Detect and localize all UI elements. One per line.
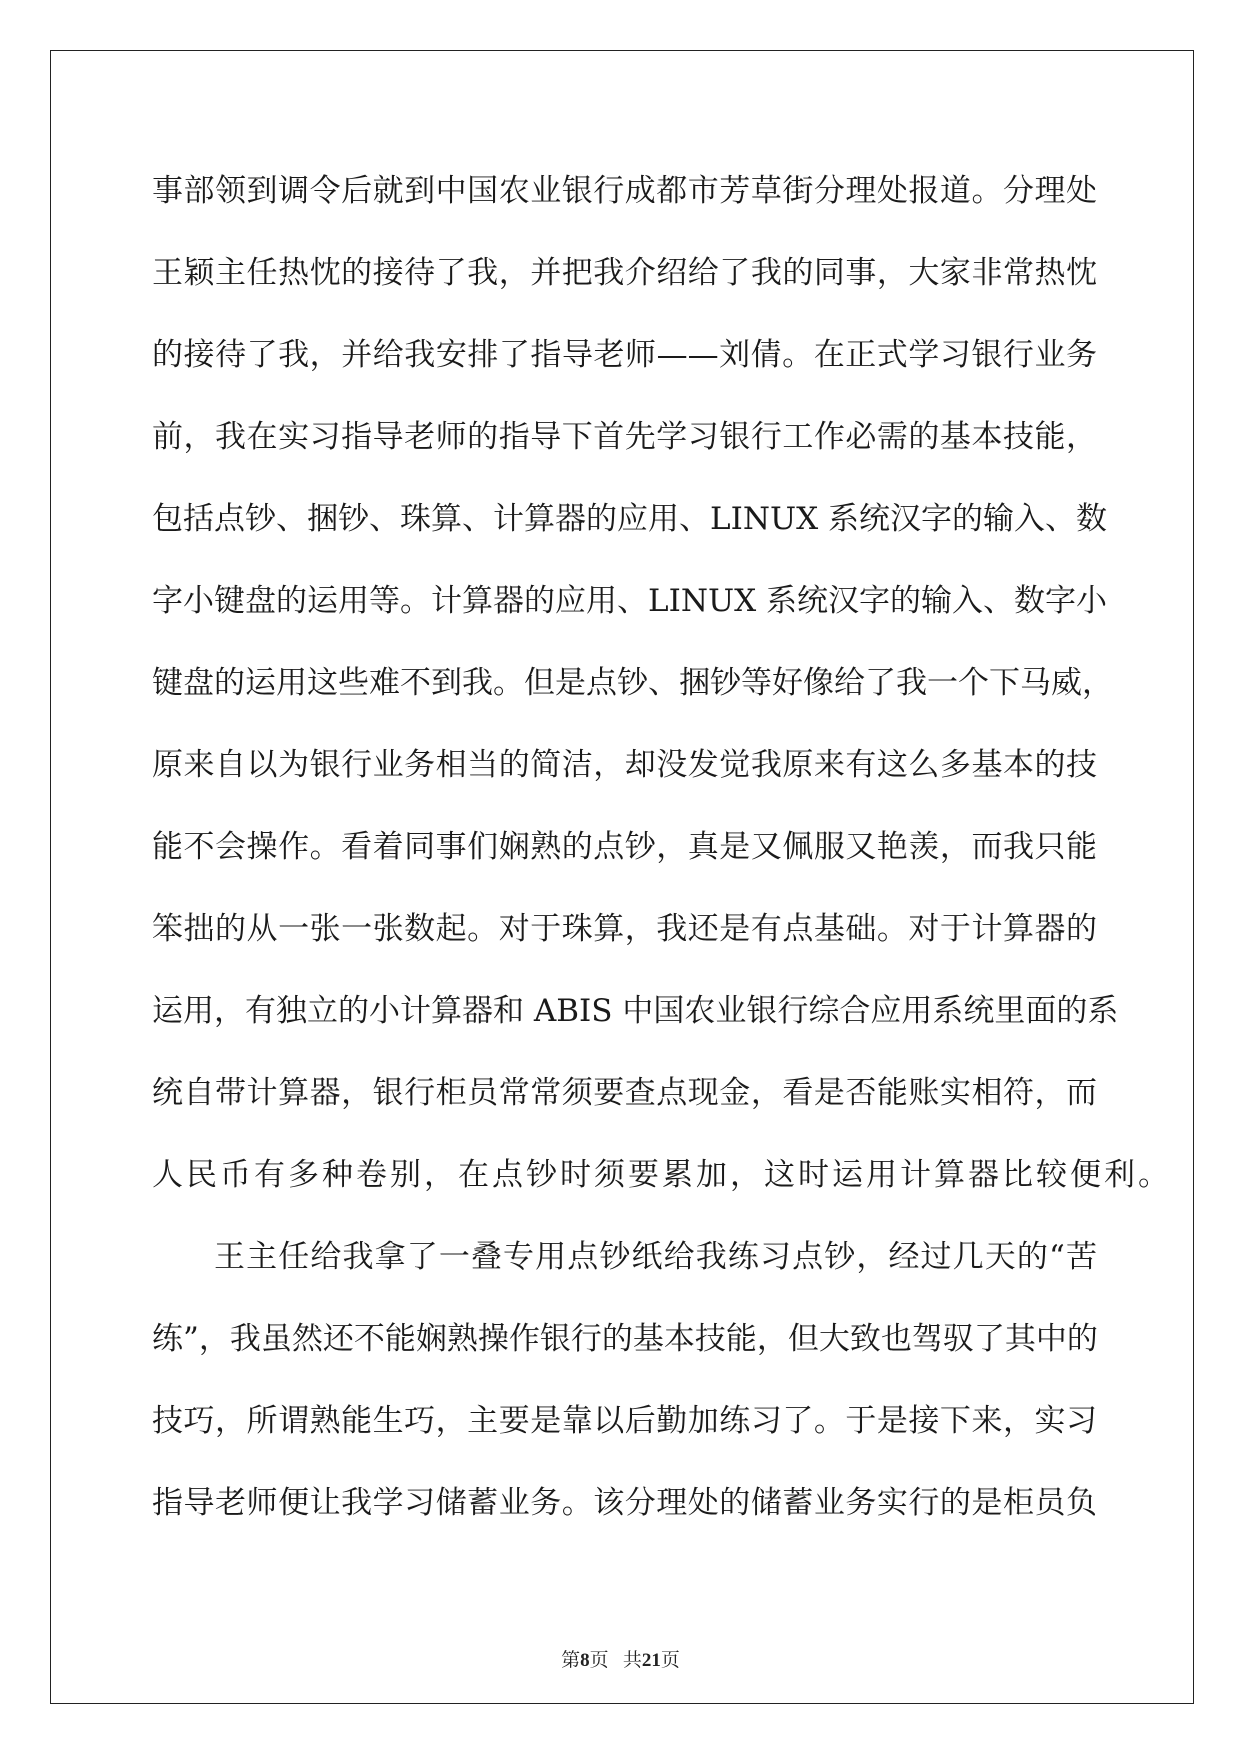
text-line: 笨拙的从一张一张数起。对于珠算，我还是有点基础。对于计算器的	[152, 911, 1097, 947]
text-line: 的接待了我，并给我安排了指导老师——刘倩。在正式学习银行业务	[152, 337, 1097, 373]
text-line: 运用，有独立的小计算器和 ABIS 中国农业银行综合应用系统里面的系	[152, 993, 1119, 1029]
total-prefix: 共	[622, 1650, 642, 1671]
page-footer	[0, 1645, 1241, 1672]
total-pages: 21	[641, 1650, 661, 1671]
page-suffix: 页	[589, 1650, 609, 1671]
total-suffix: 页	[660, 1650, 680, 1671]
text-line: 王主任给我拿了一叠专用点钞纸给我练习点钞，经过几天的“苦	[214, 1239, 1097, 1275]
text-line: 人民币有多种卷别，在点钞时须要累加，这时运用计算器比较便利。	[152, 1157, 1172, 1193]
text-line: 指导老师便让我学习储蓄业务。该分理处的储蓄业务实行的是柜员负	[152, 1485, 1097, 1521]
text-line: 王颖主任热忱的接待了我，并把我介绍给了我的同事，大家非常热忱	[152, 255, 1097, 291]
text-line: 键盘的运用这些难不到我。但是点钞、捆钞等好像给了我一个下马威，	[152, 665, 1113, 701]
text-line: 前，我在实习指导老师的指导下首先学习银行工作必需的基本技能，	[152, 419, 1097, 455]
paragraph-1	[152, 150, 1172, 1216]
text-line: 统自带计算器，银行柜员常常须要查点现金，看是否能账实相符，而	[152, 1075, 1097, 1111]
text-line: 练”，我虽然还不能娴熟操作银行的基本技能，但大致也驾驭了其中的	[152, 1321, 1098, 1357]
paragraph-2	[152, 1216, 1097, 1544]
document-body	[152, 150, 1172, 1544]
text-line: 包括点钞、捆钞、珠算、计算器的应用、LINUX 系统汉字的输入、数	[152, 501, 1108, 537]
text-line: 技巧，所谓熟能生巧，主要是靠以后勤加练习了。于是接下来，实习	[152, 1403, 1097, 1439]
text-line: 能不会操作。看着同事们娴熟的点钞，真是又佩服又艳羡，而我只能	[152, 829, 1097, 865]
page-number: 8	[580, 1650, 590, 1671]
page-prefix: 第	[561, 1650, 581, 1671]
text-line: 事部领到调令后就到中国农业银行成都市芳草街分理处报道。分理处	[152, 173, 1097, 209]
text-line: 字小键盘的运用等。计算器的应用、LINUX 系统汉字的输入、数字小	[152, 583, 1108, 619]
text-line: 原来自以为银行业务相当的简洁，却没发觉我原来有这么多基本的技	[152, 747, 1097, 783]
